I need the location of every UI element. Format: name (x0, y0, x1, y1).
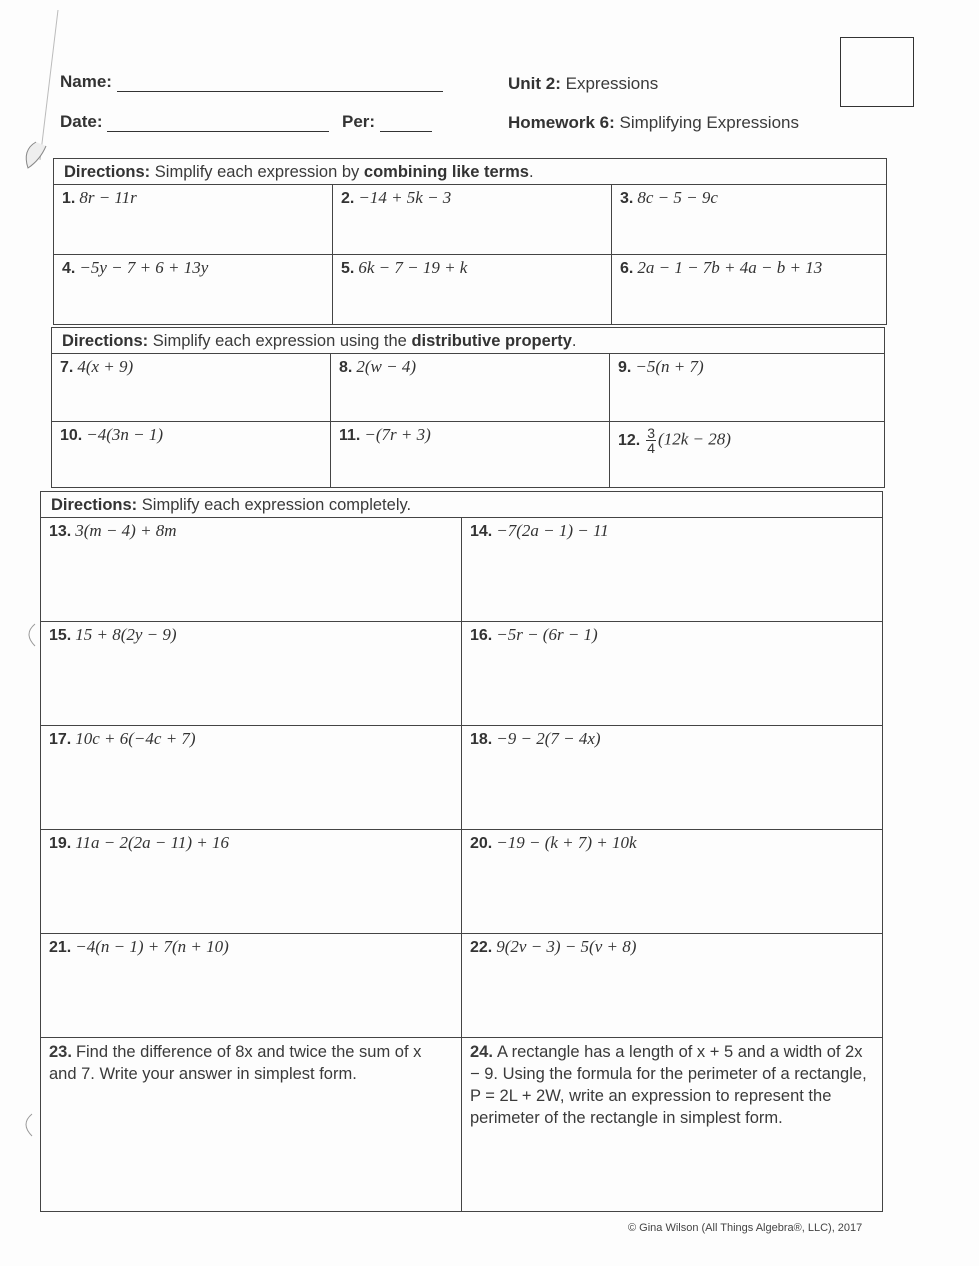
problem-18[interactable]: 18. −9 − 2(7 − 4x) (462, 726, 883, 830)
binder-hole-mark (15, 620, 45, 650)
section-3-table (40, 491, 883, 1212)
period-field[interactable]: Per: (342, 112, 432, 132)
name-line (117, 75, 443, 92)
problem-17[interactable]: 17. 10c + 6(−4c + 7) (41, 726, 462, 830)
problem-5[interactable]: 5. 6k − 7 − 19 + k (333, 255, 612, 325)
score-box[interactable] (840, 37, 914, 107)
problem-6[interactable]: 6. 2a − 1 − 7b + 4a − b + 13 (612, 255, 887, 325)
problem-14[interactable]: 14. −7(2a − 1) − 11 (462, 518, 883, 622)
section-1-table (53, 158, 887, 325)
unit-title: Unit 2: Expressions (508, 74, 659, 93)
problem-10[interactable]: 10. −4(3n − 1) (52, 422, 331, 488)
binder-hole-mark (12, 1110, 42, 1140)
problem-9[interactable]: 9. −5(n + 7) (610, 354, 885, 422)
date-line (107, 115, 329, 132)
problem-12[interactable]: 12. $\frac{3}{4}$ (12k − 28) (610, 422, 885, 488)
directions-3: Directions: Simplify each expression completely. (41, 492, 883, 518)
per-line (380, 115, 432, 132)
problem-15[interactable]: 15. 15 + 8(2y − 9) (41, 622, 462, 726)
problem-21[interactable]: 21. −4(n − 1) + 7(n + 10) (41, 934, 462, 1038)
problem-8[interactable]: 8. 2(w − 4) (331, 354, 610, 422)
problem-2[interactable]: 2. −14 + 5k − 3 (333, 185, 612, 255)
problem-1[interactable]: 1. 8r − 11r (54, 185, 333, 255)
problem-19[interactable]: 19. 11a − 2(2a − 11) + 16 (41, 830, 462, 934)
problem-24[interactable]: 24. A rectangle has a length of x + 5 and a width of 2x − 9. Using the formula for the perimeter of a rectangle, P = 2L + 2W, write an expression to represent the perimeter of the rectangle in simplest form. (462, 1038, 883, 1212)
section-2-table (51, 327, 885, 488)
homework-title: Homework 6: Simplifying Expressions (508, 113, 799, 132)
directions-1: Directions: Simplify each expression by combining like terms. (54, 159, 887, 185)
problem-3[interactable]: 3. 8c − 5 − 9c (612, 185, 887, 255)
problem-7[interactable]: 7. 4(x + 9) (52, 354, 331, 422)
problem-20[interactable]: 20. −19 − (k + 7) + 10k (462, 830, 883, 934)
problem-23[interactable]: 23. Find the difference of 8x and twice the sum of x and 7. Write your answer in simplest form. (41, 1038, 462, 1212)
problem-16[interactable]: 16. −5r − (6r − 1) (462, 622, 883, 726)
fraction: $\frac{3}{4}$ (647, 425, 656, 456)
problem-11[interactable]: 11. −(7r + 3) (331, 422, 610, 488)
problem-22[interactable]: 22. 9(2v − 3) − 5(v + 8) (462, 934, 883, 1038)
problem-13[interactable]: 13. 3(m − 4) + 8m (41, 518, 462, 622)
copyright: © Gina Wilson (All Things Algebra®, LLC), 2017 (628, 1222, 863, 1234)
date-field[interactable]: Date: (60, 112, 329, 132)
problem-4[interactable]: 4. −5y − 7 + 6 + 13y (54, 255, 333, 325)
directions-2: Directions: Simplify each expression using the distributive property. (52, 328, 885, 354)
name-field[interactable]: Name: (60, 72, 443, 92)
